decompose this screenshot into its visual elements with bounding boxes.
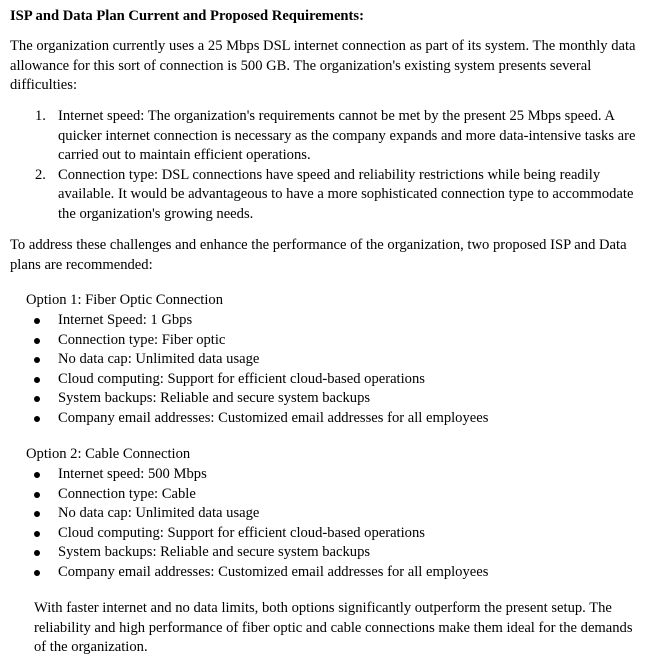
difficulty-item xyxy=(10,166,640,225)
feature-text: Connection type: Cable xyxy=(58,485,196,502)
difficulty-item xyxy=(10,107,640,166)
difficulty-text: Connection type: DSL connections have speed and reliability restrictions while being readily available. It would be advantageous to have a more sophisticated connection type to accommodate the organization's growing needs. xyxy=(58,166,634,222)
intro-paragraph: The organization currently uses a 25 Mbps DSL internet connection as part of its system. The monthly data allowance for this sort of connection is 500 GB. The organization's existing system presents several difficulties: xyxy=(10,38,636,93)
bullet-icon xyxy=(34,357,40,363)
feature-text: Connection type: Fiber optic xyxy=(58,331,226,348)
bullet-icon xyxy=(34,531,40,537)
option-2-features xyxy=(10,465,640,582)
recommendation-paragraph: To address these challenges and enhance the performance of the organization, two proposed ISP and Data plans are recommended: xyxy=(10,237,627,273)
feature-text: System backups: Reliable and secure system backups xyxy=(58,544,371,560)
feature-text: Internet Speed: 1 Gbps xyxy=(58,312,193,328)
feature-text: No data cap: Unlimited data usage xyxy=(58,505,260,521)
list-item xyxy=(10,524,640,544)
list-item xyxy=(10,350,640,370)
list-number: 1. xyxy=(35,108,46,124)
bullet-icon xyxy=(34,377,40,383)
list-item xyxy=(10,409,640,429)
list-item xyxy=(10,465,640,485)
option-1-features xyxy=(10,311,640,428)
list-number: 2. xyxy=(35,166,46,183)
bullet-icon xyxy=(34,570,40,576)
feature-text: No data cap: Unlimited data usage xyxy=(58,351,260,367)
feature-text: Company email addresses: Customized email addresses for all employees xyxy=(58,409,489,426)
bullet-icon xyxy=(34,511,40,517)
list-item xyxy=(10,563,640,583)
bullet-icon xyxy=(34,492,40,498)
feature-text: System backups: Reliable and secure system backups xyxy=(58,390,371,406)
list-item xyxy=(10,485,640,505)
document-heading: ISP and Data Plan Current and Proposed Requirements: xyxy=(10,8,364,24)
bullet-icon xyxy=(34,396,40,402)
closing-paragraph: With faster internet and no data limits, both options significantly outperform the present setup. The reliability and high performance of fiber optic and cable connections make them ideal for the demands of the organization. xyxy=(34,600,633,655)
bullet-icon xyxy=(34,472,40,478)
feature-text: Internet speed: 500 Mbps xyxy=(58,466,207,482)
list-item xyxy=(10,504,640,524)
list-item xyxy=(10,370,640,390)
bullet-icon xyxy=(34,318,40,324)
bullet-icon xyxy=(34,550,40,556)
difficulty-text: Internet speed: The organization's requirements cannot be met by the present 25 Mbps speed. A quicker internet connection is necessary as the company expands and more data-intensive tasks are carried out to maintain efficient operations. xyxy=(58,108,636,163)
difficulties-list xyxy=(10,107,640,224)
list-item xyxy=(10,311,640,331)
bullet-icon xyxy=(34,416,40,422)
list-item xyxy=(10,389,640,409)
list-item xyxy=(10,331,640,351)
list-item xyxy=(10,543,640,563)
feature-text: Cloud computing: Support for efficient cloud-based operations xyxy=(58,370,425,387)
option-1-title: Option 1: Fiber Optic Connection xyxy=(26,292,223,308)
bullet-icon xyxy=(34,338,40,344)
option-2-title: Option 2: Cable Connection xyxy=(26,446,191,462)
feature-text: Cloud computing: Support for efficient cloud-based operations xyxy=(58,524,425,541)
feature-text: Company email addresses: Customized email addresses for all employees xyxy=(58,563,489,580)
